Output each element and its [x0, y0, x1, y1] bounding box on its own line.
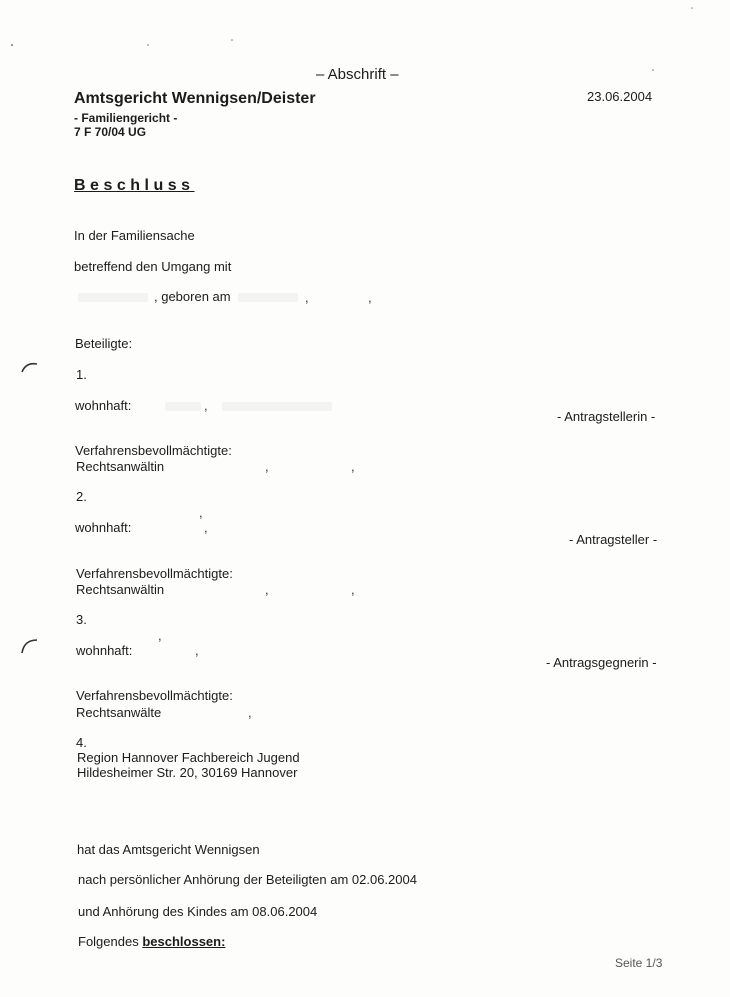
party-3-number: 3.	[76, 612, 87, 627]
separator-comma: ,	[248, 705, 252, 720]
scan-mark	[22, 640, 37, 653]
party-3-role: - Antragsgegnerin -	[546, 655, 657, 670]
party-2-number: 2.	[76, 489, 87, 504]
party-1-counsel-type: Rechtsanwältin	[76, 459, 165, 474]
scan-speck	[691, 7, 693, 9]
party-1-role: - Antragstellerin -	[557, 409, 656, 424]
court-division: - Familiengericht -	[74, 111, 178, 125]
separator-comma: ,	[199, 505, 203, 520]
redacted-text	[222, 402, 332, 411]
separator-comma: ,	[368, 290, 372, 305]
party-4-number: 4.	[76, 735, 87, 750]
closing-line-4	[78, 934, 225, 949]
party-4-address: Hildesheimer Str. 20, 30169 Hannover	[77, 765, 298, 780]
redacted-text	[78, 293, 148, 302]
party-2-role: - Antragsteller -	[569, 532, 658, 547]
file-number: 7 F 70/04 UG	[74, 125, 147, 139]
party-2-counsel-label: Verfahrensbevollmächtigte:	[76, 566, 233, 581]
intro-line-2: betreffend den Umgang mit	[74, 259, 232, 274]
party-3-residence-label: wohnhaft:	[76, 643, 133, 658]
party-3-counsel-type: Rechtsanwälte	[76, 705, 162, 720]
separator-comma: ,	[265, 459, 269, 474]
party-1-number: 1.	[76, 367, 87, 382]
parties-heading: Beteiligte:	[75, 336, 133, 351]
separator-comma: ,	[158, 628, 162, 643]
redacted-text	[165, 402, 201, 411]
party-4-name: Region Hannover Fachbereich Jugend	[77, 750, 300, 765]
intro-line-1: In der Familiensache	[74, 228, 195, 243]
separator-comma: ,	[305, 290, 309, 305]
closing-prefix: Folgendes	[78, 934, 139, 949]
separator-comma: ,	[351, 459, 355, 474]
closing-line-1: hat das Amtsgericht Wennigsen	[77, 842, 260, 857]
redacted-text	[238, 293, 298, 302]
party-1-counsel-label: Verfahrensbevollmächtigte:	[75, 443, 232, 458]
party-1-residence-label: wohnhaft:	[75, 398, 132, 413]
separator-comma: ,	[204, 520, 208, 535]
separator-comma: ,	[195, 643, 199, 658]
scan-speck	[147, 44, 149, 46]
party-3-counsel-label: Verfahrensbevollmächtigte:	[76, 688, 233, 703]
separator-comma: ,	[351, 582, 355, 597]
closing-line-2: nach persönlicher Anhörung der Beteiligten am 02.06.2004	[78, 872, 417, 887]
party-2-counsel-type: Rechtsanwältin	[76, 582, 165, 597]
separator-comma: ,	[265, 582, 269, 597]
court-name: Amtsgericht Wennigsen/Deister	[74, 90, 316, 107]
copy-marker: – Abschrift –	[316, 66, 399, 83]
closing-line-3: und Anhörung des Kindes am 08.06.2004	[78, 904, 318, 919]
closing-emphasis: beschlossen:	[142, 934, 226, 949]
born-label: , geboren am	[154, 289, 231, 304]
document-title: Beschluss	[74, 177, 195, 194]
scan-speck	[231, 39, 233, 41]
separator-comma: ,	[204, 398, 208, 413]
page-number: Seite 1/3	[615, 956, 663, 970]
scan-speck	[652, 69, 654, 71]
document-date: 23.06.2004	[587, 89, 653, 104]
scan-speck	[11, 44, 13, 46]
party-2-residence-label: wohnhaft:	[75, 520, 132, 535]
scan-mark	[22, 364, 37, 372]
